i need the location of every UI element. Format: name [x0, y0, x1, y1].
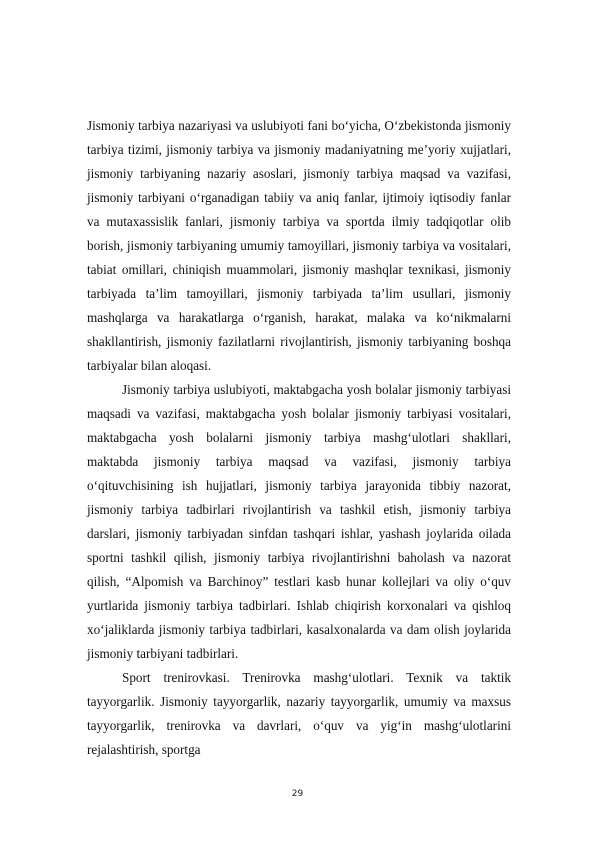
paragraph-3: Sport trenirovkasi. Trenirovka mashg‘ulotlari. Texnik va taktik tayyorgarlik. Jismoniy tayyorgarlik, nazariy tayyorgarlik, umumiy va maxsus tayyorgarlik, trenirovka va davrlari, o‘quv va yig‘in mashg‘ulotlarini rejalashtirish, sportga [87, 670, 511, 757]
paragraph-2: Jismoniy tarbiya uslubiyoti, maktabgacha yosh bolalar jismoniy tarbiyasi maqsadi va vazifasi, maktabgacha yosh bolalar jismoniy tarbiyasi vositalari, maktabgacha yosh bolalarni jismoniy tarbiya mashg‘ulotlari shakllari, maktabda jismoniy tarbiya maqsad va vazifasi, jismoniy tarbiya o‘qituvchisining ish hujjatlari, jismoniy tarbiya jarayonida tibbiy nazorat, jismoniy tarbiya tadbirlari rivojlantirish va tashkil etish, jismoniy tarbiya darslari, jismoniy tarbiyadan sinfdan tashqari ishlar, yashash joylarida oilada sportni tashkil qilish, jismoniy tarbiya rivojlantirishni baholash va nazorat qilish, “Alpomish va Barchinoy” testlari kasb hunar kollejlari va oliy o‘quv yurtlarida jismoniy tarbiya tadbirlari. Ishlab chiqirish korxonalari va qishloq xo‘jaliklarda jismoniy tarbiya tadbirlari, kasalxonalarda va dam olish joylarida jismoniy tarbiyani tadbirlari. [87, 382, 511, 661]
page-number: 29 [291, 789, 304, 799]
body-text [87, 114, 511, 762]
paragraph-1: Jismoniy tarbiya nazariyasi va uslubiyoti fani bo‘yicha, O‘zbekistonda jismoniy tarbiya tizimi, jismoniy tarbiya va jismoniy madaniyatning me’yoriy xujjatlari, jismoniy tarbiyaning nazariy asoslari, jismoniy tarbiya maqsad va vazifasi, jismoniy tarbiyani o‘rganadigan tabiiy va aniq fanlar, ijtimoiy iqtisodiy fanlar va mutaxassislik fanlari, jismoniy tarbiya va sportda ilmiy tadqiqotlar olib borish, jismoniy tarbiyaning umumiy tamoyillari, jismoniy tarbiya va vositalari, tabiat omillari, chiniqish muammolari, jismoniy mashqlar texnikasi, jismoniy tarbiyada ta’lim tamoyillari, jismoniy tarbiyada ta’lim usullari, jismoniy mashqlarga va harakatlarga o‘rganish, harakat, malaka va ko‘nikmalarni shakllantirish, jismoniy fazilatlarni rivojlantirish, jismoniy tarbiyaning boshqa tarbiyalar bilan aloqasi. [87, 118, 511, 373]
